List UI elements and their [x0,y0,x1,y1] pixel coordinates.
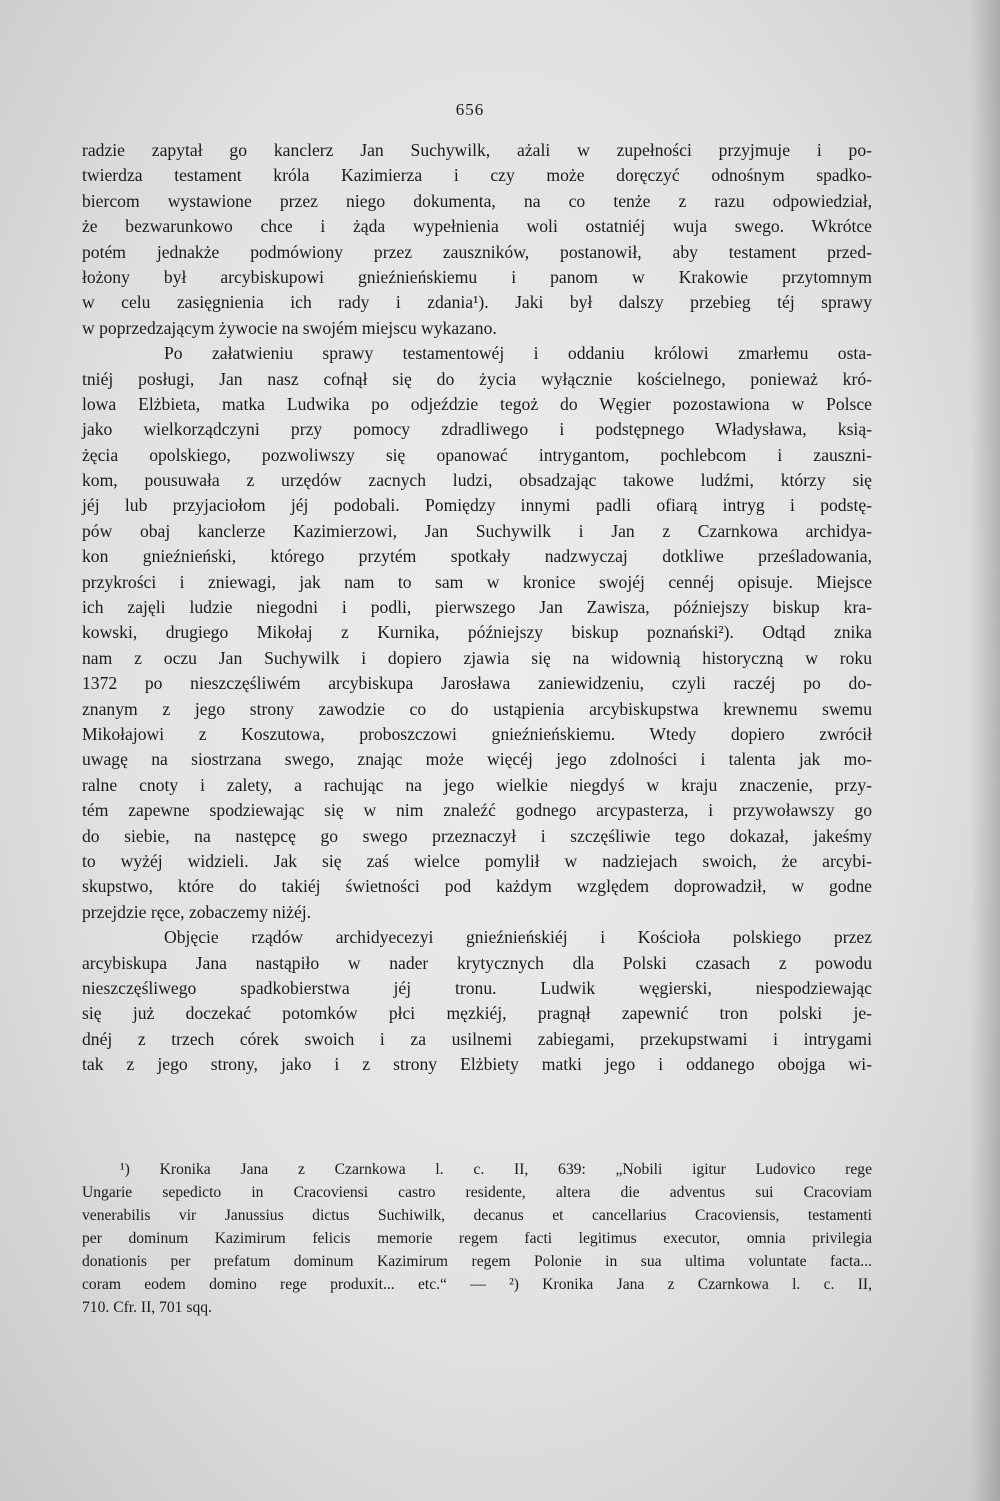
text-line: żęcia opolskiego, pozwoliwszy się opanować intrygantom, pochlebcom i zauszni- [82,444,872,465]
text-line: jako wielkorządczyni przy pomocy zdradliwego i podstępnego Władysława, ksią- [82,419,872,440]
text-line: tém zapewne spodziewając się w nim znaleźć godnego arcypasterza, i przywoławszy go [82,800,872,821]
text-line: arcybiskupa Jana nastąpiło w nader krytycznych dla Polski czasach z powodu [82,952,872,973]
text-line: nam z oczu Jan Suchywilk i dopiero zjawia się na widownią historyczną w roku [82,647,872,668]
text-line: 1372 po nieszczęśliwém arcybiskupa Jarosława zaniewidzeniu, czyli raczéj po do- [82,673,872,694]
text-line: to wyżéj widzieli. Jak się zaś wielce pomylił w nadziejach swoich, że arcybi- [82,850,872,871]
text-line: kon gnieźnieński, którego przytém spotkały nadzwyczaj dotkliwe prześladowania, [82,546,872,567]
text-line: w poprzedzającym żywocie na swojém miejscu wykazano. [82,317,497,338]
text-line: do siebie, na następcę go swego przeznaczył i szczęśliwie tego dokazał, jakeśmy [82,825,872,846]
footnote-line: 710. Cfr. II, 701 sqq. [82,1299,212,1316]
text-line: tniéj posługi, Jan nasz cofnął się do życia wyłącznie kościelnego, ponieważ kró- [82,368,872,389]
text-line: radzie zapytał go kanclerz Jan Suchywilk, ażali w zupełności przyjmuje i po- [82,140,872,160]
text-line: Mikołajowi z Koszutowa, proboszczowi gnieźnieńskiemu. Wtedy dopiero zwrócił [82,723,872,744]
footnote-line: Ungarie sepedicto in Cracoviensi castro residente, altera die adventus sui Cracoviam [82,1184,872,1201]
text-line: lowa Elżbieta, matka Ludwika po odjeździe tegoż do Węgier pozostawiona w Polsce [82,393,872,414]
text-line: przykrości i zniewagi, jak nam to sam w kronice swojéj cennéj opisuje. Miejsce [82,571,872,592]
text-line: kom, pousuwała z urzędów zacnych ludzi, obsadzając takowe ludźmi, którzy się [82,470,872,491]
text-line: pów obaj kanclerze Kazimierzowi, Jan Suchywilk i Jan z Czarnkowa archidya- [82,520,872,541]
footnotes [82,1158,872,1319]
footnote-line: per dominum Kazimirum felicis memorie regem facti legitimus executor, omnia privilegia [82,1230,872,1247]
text-line: jéj lub przyjaciołom jéj podobali. Pomiędzy innymi padli ofiarą intryg i podstę- [82,495,872,516]
text-line: dnéj z trzech córek swoich i za usilnemi zabiegami, przekupstwami i intrygami [82,1028,872,1049]
footnote-line: donationis per prefatum dominum Kazimirum regem Polonie in sua ultima voluntate facta... [82,1253,872,1270]
text-line: że bezwarunkowo chce i żąda wypełnienia woli ostatniéj wuja swego. Wkrótce [82,216,872,237]
main-text [82,138,872,1077]
text-line: biercom wystawione przez niego dokumenta, na co tenże z razu odpowiedział, [82,190,872,211]
text-line: ralne cnoty i zalety, a rachując na jego wielkie niegdyś w kraju znaczenie, przy- [82,774,872,795]
text-line: uwagę na siostrzana swego, znając może więcéj jego zdolności i talenta jak mo- [82,749,872,770]
text-line: nieszczęśliwego spadkobierstwa jéj tronu. Ludwik węgierski, niespodziewając [82,977,872,998]
footnote-line: venerabilis vir Janussius dictus Suchiwilk, decanus et cancellarius Cracoviensis, testamenti [82,1207,872,1224]
paragraph-start-line: Po załatwieniu sprawy testamentowéj i oddaniu królowi zmarłemu osta- [164,343,872,364]
footnote-line: ¹) Kronika Jana z Czarnkowa l. c. II, 639: „Nobili igitur Ludovico rege [120,1161,872,1178]
text-line: ich zajęli ludzie niegodni i podli, pierwszego Jan Zawisza, późniejszy biskup kra- [82,597,872,618]
text-line: potém jednakże podmówiony przez zauszników, postanowił, aby testament przed- [82,241,872,262]
paragraph-start-line: Objęcie rządów archidyecezyi gnieźnieńskiéj i Kościoła polskiego przez [164,927,872,948]
text-line: znanym z jego strony zawodzie co do ustąpienia arcybiskupstwa krewnemu swemu [82,698,872,719]
page-number: 656 [455,100,485,119]
text-line: się już doczekać potomków płci męzkiéj, pragnął zapewnić tron polski je- [82,1003,872,1024]
text-line: twierdza testament króla Kazimierza i czy może doręczyć odnośnym spadko- [82,165,872,186]
text-line: w celu zasięgnienia ich rady i zdania¹). Jaki był dalszy przebieg téj sprawy [82,292,872,313]
text-line: kowski, drugiego Mikołaj z Kurnika, późniejszy biskup poznański²). Odtąd znika [82,622,872,643]
text-line: przejdzie ręce, zobaczemy niżéj. [82,901,312,922]
text-line: łożony był arcybiskupowi gnieźnieńskiemu i panom w Krakowie przytomnym [82,266,872,287]
footnote-line: coram eodem domino rege produxit... etc.“ — ²) Kronika Jana z Czarnkowa l. c. II, [82,1276,872,1293]
page-edge-shadow [970,0,1000,1501]
text-line: tak z jego strony, jako i z strony Elżbiety matki jego i oddanego obojga wi- [82,1054,872,1075]
text-line: skupstwo, które do takiéj świetności pod każdym względem doprowadził, w godne [82,876,872,897]
